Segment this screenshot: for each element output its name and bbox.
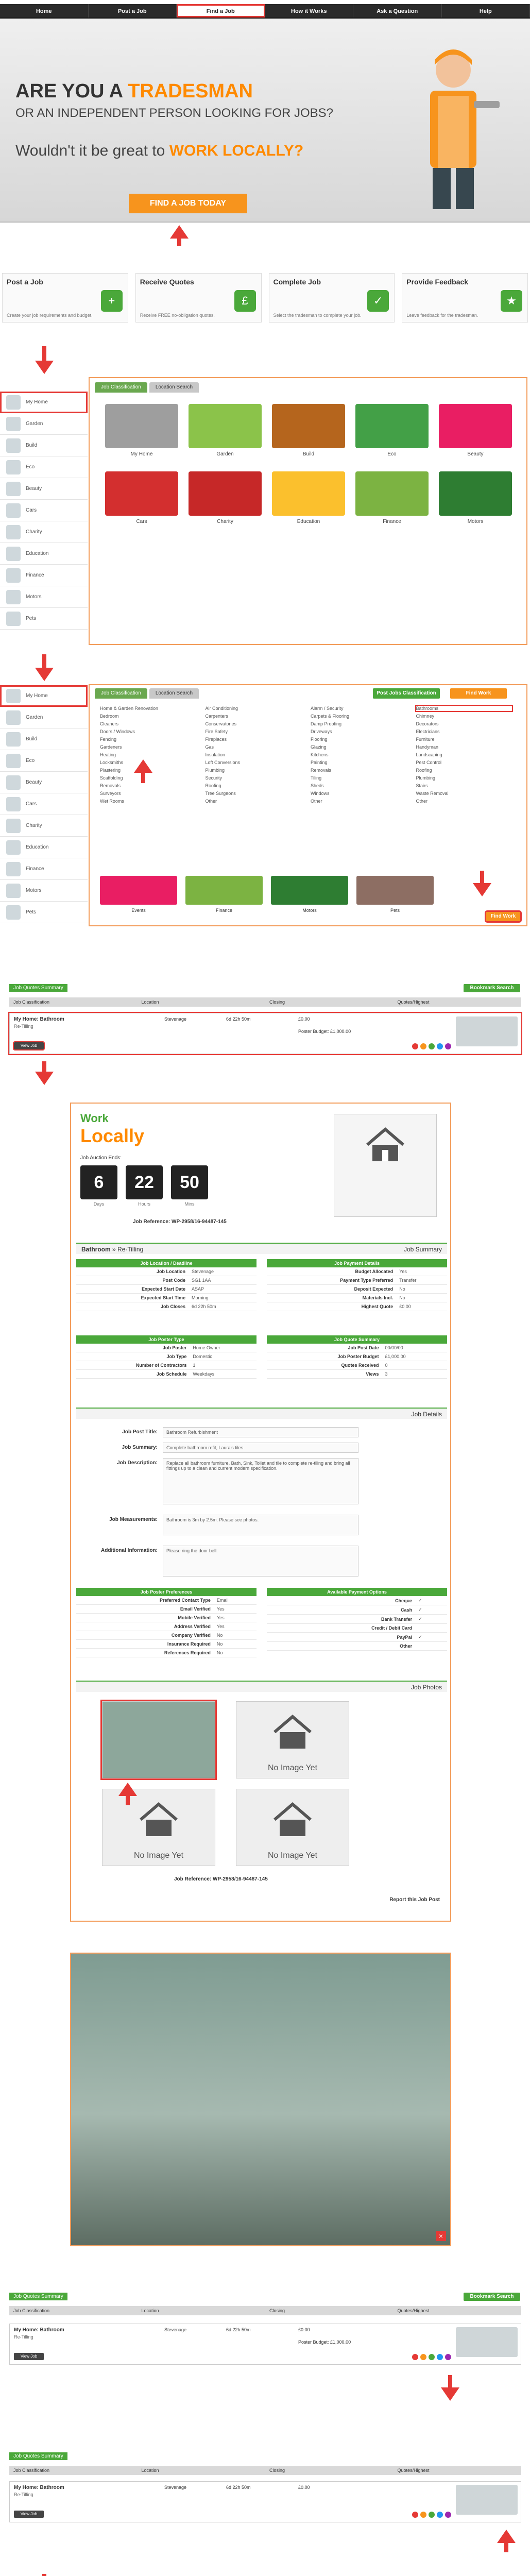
category-tile[interactable] bbox=[105, 471, 178, 524]
category-tile[interactable] bbox=[272, 404, 345, 457]
table-row: Job Poster Home Owner bbox=[76, 1344, 257, 1352]
category-list-item[interactable]: Waste Removal bbox=[416, 791, 449, 796]
find-work-submit-button[interactable]: Find Work bbox=[486, 912, 520, 921]
pointer-arrow bbox=[35, 668, 54, 681]
table-title: Job Payment Details bbox=[267, 1259, 447, 1267]
category-tile[interactable] bbox=[439, 471, 512, 524]
pointer-arrow-stem bbox=[126, 1795, 130, 1805]
motor-icon bbox=[6, 884, 21, 898]
table-row: Other bbox=[267, 1642, 447, 1651]
category-list-item[interactable]: Stairs bbox=[416, 783, 428, 788]
detail-field: Job Summary: Complete bathroom refit, Laura's tiles bbox=[163, 1443, 358, 1453]
step-provide-feedback[interactable]: Provide Feedback Leave feedback for the tradesman. ★ bbox=[402, 273, 528, 323]
category-grid-panel bbox=[89, 377, 527, 645]
post-jobs-classification-button[interactable]: Post Jobs Classification bbox=[373, 688, 440, 699]
how-it-works-steps bbox=[0, 273, 530, 323]
job-main-image bbox=[334, 1114, 437, 1217]
category-list-item[interactable]: Air Conditioning bbox=[205, 706, 238, 711]
motors-image bbox=[271, 876, 348, 905]
category-list-item[interactable]: Painting bbox=[311, 760, 328, 765]
motor-icon bbox=[6, 590, 21, 604]
detail-field: Job Measurements: Bathroom is 3m by 2.5m. Please see photos. bbox=[163, 1515, 358, 1535]
tab-job-classification[interactable]: Job Classification bbox=[95, 688, 147, 699]
table-row: Job Type Domestic bbox=[76, 1352, 257, 1361]
category-list-item[interactable]: Glazing bbox=[311, 744, 327, 750]
category-list-item[interactable]: Plumbing bbox=[416, 775, 436, 781]
house-icon bbox=[138, 1802, 179, 1838]
search-results-tag: Job Quotes Summary bbox=[9, 984, 67, 992]
table-row: Address Verified Yes bbox=[76, 1622, 257, 1631]
pointer-arrow bbox=[35, 361, 54, 374]
category-list-item[interactable]: Fencing bbox=[100, 737, 117, 742]
category-list-item[interactable]: Landscaping bbox=[416, 752, 442, 757]
detail-field: Job Description: Replace all bathroom furniture, Bath, Sink, Toilet and tile to complete re-tiling and bring all fittings up to a clean and current modern specification. bbox=[163, 1458, 358, 1504]
pointer-arrow-stem bbox=[42, 654, 46, 668]
table-row: Deposit Expected No bbox=[267, 1285, 447, 1294]
beauty-icon bbox=[6, 775, 21, 790]
charity-icon bbox=[6, 819, 21, 833]
category-motors[interactable]: Motors bbox=[0, 880, 88, 902]
table-title: Job Poster Type bbox=[76, 1335, 257, 1344]
job-action-icons bbox=[412, 2512, 451, 2518]
job-poster-table bbox=[76, 1335, 257, 1379]
finance-image bbox=[185, 876, 263, 905]
results-header: Job Classification Location Closing Quotes/Highest bbox=[9, 2466, 521, 2475]
education-icon bbox=[6, 840, 21, 855]
category-list-item[interactable]: Decorators bbox=[416, 721, 439, 726]
category-list-item[interactable]: Tree Surgeons bbox=[205, 791, 236, 796]
category-list-item[interactable]: Wet Rooms bbox=[100, 799, 124, 804]
find-work-button[interactable]: Find Work bbox=[450, 688, 507, 699]
job-photo-1[interactable] bbox=[102, 1701, 215, 1778]
category-list-item[interactable]: Roofing bbox=[205, 783, 221, 788]
nav-find-job[interactable]: Find a Job bbox=[177, 4, 265, 18]
job-summary-bar: Bathroom » Re-Tilling Job Summary bbox=[76, 1243, 447, 1254]
job-result-row[interactable]: My Home: Bathroom Re-Tilling Stevenage 6d 22h 50m £0.00 Poster Budget: £1,000.00 View Job bbox=[9, 2324, 521, 2365]
category-eco[interactable]: Eco bbox=[0, 456, 88, 478]
find-job-today-button[interactable]: FIND A JOB TODAY bbox=[129, 194, 247, 213]
job-photos-bar: Job Photos bbox=[76, 1681, 447, 1692]
category-finance[interactable]: Finance bbox=[0, 565, 88, 586]
category-image-strip bbox=[100, 876, 434, 905]
category-list-item[interactable]: Carpets & Flooring bbox=[311, 714, 350, 719]
category-list-item[interactable]: Furniture bbox=[416, 737, 435, 742]
nav-how-it-works[interactable]: How it Works bbox=[265, 4, 354, 18]
hero-tagline: Wouldn't it be great to WORK LOCALLY? bbox=[15, 142, 304, 159]
pointer-arrow-stem bbox=[448, 2375, 452, 2387]
job-photo-4[interactable]: No Image Yet bbox=[236, 1789, 349, 1866]
table-row: Quotes Received 0 bbox=[267, 1361, 447, 1370]
category-pets[interactable]: Pets bbox=[0, 902, 88, 923]
top-nav bbox=[0, 4, 530, 19]
category-list-item[interactable]: Insulation bbox=[205, 752, 226, 757]
category-garden[interactable]: Garden bbox=[0, 707, 88, 728]
flag-icon[interactable] bbox=[412, 2512, 418, 2518]
pet-icon bbox=[6, 905, 21, 920]
table-row: References Required No bbox=[76, 1649, 257, 1657]
category-finance[interactable]: Finance bbox=[0, 858, 88, 880]
table-row: Job Closes 6d 22h 50m bbox=[76, 1302, 257, 1311]
category-list-item[interactable]: Roofing bbox=[416, 768, 432, 773]
category-sidebar-list bbox=[0, 685, 88, 923]
table-row: Insurance Required No bbox=[76, 1640, 257, 1649]
category-tile-label: My Home bbox=[130, 451, 153, 457]
category-list-item[interactable]: Alarm / Security bbox=[311, 706, 344, 711]
nav-home[interactable]: Home bbox=[0, 4, 89, 18]
table-title: Job Poster Preferences bbox=[76, 1588, 257, 1596]
category-list-item[interactable]: Doors / Windows bbox=[100, 729, 135, 734]
report-job-link[interactable]: Report this Job Post bbox=[389, 1897, 440, 1903]
bookmark-icon[interactable] bbox=[420, 2354, 426, 2360]
category-list-item[interactable]: Surveyors bbox=[100, 791, 121, 796]
table-row: Company Verified No bbox=[76, 1631, 257, 1640]
nav-post-job[interactable]: Post a Job bbox=[89, 4, 177, 18]
beauty-icon bbox=[6, 482, 21, 496]
basket-icon[interactable] bbox=[429, 2512, 435, 2518]
basket-icon[interactable] bbox=[429, 2354, 435, 2360]
job-result-row[interactable]: My Home: Bathroom Re-Tilling Stevenage 6d 22h 50m £0.00 Poster Budget: £1,000.00 View Job bbox=[9, 1013, 521, 1054]
pointer-arrow bbox=[473, 883, 491, 896]
category-list-item[interactable]: Removals bbox=[100, 783, 121, 788]
check-icon: ✓ bbox=[367, 290, 389, 312]
enlarged-photo-panel bbox=[70, 1953, 451, 2246]
category-education[interactable]: Education bbox=[0, 543, 88, 565]
category-sidebar bbox=[0, 392, 88, 630]
garden-icon bbox=[6, 417, 21, 431]
table-row: Mobile Verified Yes bbox=[76, 1614, 257, 1622]
category-tile[interactable] bbox=[439, 404, 512, 457]
results-header: Job Classification Location Closing Quotes/Highest bbox=[9, 2306, 521, 2315]
table-row: Email Verified Yes bbox=[76, 1605, 257, 1614]
category-tile-image bbox=[355, 471, 429, 516]
category-my-home[interactable]: My Home bbox=[0, 685, 88, 707]
category-list-item[interactable]: Gas bbox=[205, 744, 214, 750]
table-row: Job Location Stevenage bbox=[76, 1267, 257, 1276]
category-pets[interactable]: Pets bbox=[0, 608, 88, 630]
search-results-tag: Job Quotes Summary bbox=[9, 2452, 67, 2460]
bathroom-photo bbox=[71, 1954, 450, 2245]
hero-headline: ARE YOU A TRADESMAN bbox=[15, 80, 253, 102]
bookmark-icon[interactable] bbox=[420, 1043, 426, 1049]
work-locally-logo: Work Locally bbox=[80, 1112, 145, 1146]
table-title: Job Location / Deadline bbox=[76, 1259, 257, 1267]
job-reference-bottom: Job Reference: WP-2958/16-94487-145 bbox=[174, 1876, 268, 1882]
category-list-panel bbox=[89, 684, 527, 926]
list-tabs bbox=[95, 688, 199, 699]
category-tile[interactable] bbox=[105, 404, 178, 457]
category-list-item[interactable]: Tiling bbox=[311, 775, 322, 781]
car-icon bbox=[6, 503, 21, 518]
category-list-item[interactable]: Security bbox=[205, 775, 223, 781]
table-row: Number of Contractors 1 bbox=[76, 1361, 257, 1370]
detail-field: Additional Information: Please ring the door bell. bbox=[163, 1546, 358, 1577]
category-tile-label: Build bbox=[302, 451, 315, 457]
map-icon[interactable] bbox=[445, 1043, 451, 1049]
table-row: Budget Allocated Yes bbox=[267, 1267, 447, 1276]
car-icon bbox=[6, 797, 21, 811]
job-quotes-table bbox=[267, 1335, 447, 1379]
bookmark-search-button[interactable]: Bookmark Search bbox=[464, 2293, 520, 2301]
category-tile-image bbox=[355, 404, 429, 448]
category-list-item[interactable]: Driveways bbox=[311, 729, 332, 734]
pointer-arrow bbox=[441, 2387, 459, 2401]
pointer-arrow bbox=[497, 2530, 516, 2543]
category-tile-label: Finance bbox=[383, 519, 401, 524]
share-icon[interactable] bbox=[437, 1043, 443, 1049]
category-tile[interactable] bbox=[189, 471, 262, 524]
tradesman-illustration bbox=[402, 39, 505, 214]
category-list-item[interactable]: Loft Conversions bbox=[205, 760, 241, 765]
build-icon bbox=[6, 732, 21, 747]
category-build[interactable]: Build bbox=[0, 435, 88, 456]
table-row: Job Schedule Weekdays bbox=[76, 1370, 257, 1379]
nav-help[interactable]: Help bbox=[442, 4, 530, 18]
category-my-home[interactable]: My Home bbox=[0, 392, 88, 413]
category-cars[interactable]: Cars bbox=[0, 500, 88, 521]
category-tile-label: Motors bbox=[467, 519, 484, 524]
category-tile-label: Eco bbox=[387, 451, 397, 457]
step-receive-quotes[interactable]: Receive Quotes Receive FREE no-obligation quotes. £ bbox=[135, 273, 262, 323]
category-tile-label: Cars bbox=[136, 519, 147, 524]
category-tile-label: Beauty bbox=[467, 451, 484, 457]
nav-ask-question[interactable]: Ask a Question bbox=[353, 4, 442, 18]
pets-image bbox=[356, 876, 434, 905]
category-tabs bbox=[95, 382, 199, 393]
category-beauty[interactable]: Beauty bbox=[0, 772, 88, 793]
pointer-arrow-stem bbox=[177, 238, 181, 246]
pointer-arrow-stem bbox=[42, 1061, 46, 1072]
house-icon bbox=[272, 1714, 313, 1750]
home-icon bbox=[6, 689, 21, 703]
category-list-item[interactable]: Removals bbox=[311, 768, 332, 773]
image-strip-labels: Events Finance Motors Pets bbox=[131, 908, 400, 913]
table-row: Expected Start Time Morning bbox=[76, 1294, 257, 1302]
category-list bbox=[100, 706, 512, 804]
pointer-arrow bbox=[35, 1072, 54, 1085]
table-title: Available Payment Options bbox=[267, 1588, 447, 1596]
eco-icon bbox=[6, 754, 21, 768]
category-list-item[interactable]: Conservatories bbox=[205, 721, 237, 726]
table-row: PayPal ✓ bbox=[267, 1633, 447, 1642]
charity-icon bbox=[6, 525, 21, 539]
house-icon bbox=[272, 1802, 313, 1838]
category-list-item[interactable]: Plumbing bbox=[205, 768, 225, 773]
category-list-item[interactable]: Kitchens bbox=[311, 752, 329, 757]
countdown: 6 22 50 bbox=[80, 1165, 208, 1199]
category-list-item[interactable]: Windows bbox=[311, 791, 330, 796]
category-list-item[interactable]: Other bbox=[205, 799, 217, 804]
job-thumbnail bbox=[456, 2485, 518, 2515]
job-result-row[interactable]: My Home: Bathroom Re-Tilling Stevenage 6d 22h 50m £0.00 View Job bbox=[9, 2481, 521, 2522]
category-cars[interactable]: Cars bbox=[0, 793, 88, 815]
map-icon[interactable] bbox=[445, 2512, 451, 2518]
category-list-item[interactable]: Flooring bbox=[311, 737, 328, 742]
category-tile[interactable] bbox=[272, 471, 345, 524]
pointer-arrow-stem bbox=[480, 871, 484, 883]
pointer-arrow-stem bbox=[42, 2574, 46, 2576]
category-tile-image bbox=[439, 471, 512, 516]
job-action-icons bbox=[412, 2354, 451, 2360]
category-list-item[interactable]: Cleaners bbox=[100, 721, 119, 726]
education-icon bbox=[6, 547, 21, 561]
star-icon: ★ bbox=[501, 290, 522, 312]
job-payment-table bbox=[267, 1259, 447, 1311]
category-tile-image bbox=[272, 471, 345, 516]
category-tile[interactable] bbox=[189, 404, 262, 457]
category-beauty[interactable]: Beauty bbox=[0, 478, 88, 500]
finance-icon bbox=[6, 568, 21, 583]
category-list-item[interactable]: Bedroom bbox=[100, 714, 119, 719]
category-eco[interactable]: Eco bbox=[0, 750, 88, 772]
category-tile[interactable] bbox=[355, 404, 429, 457]
table-row: Post Code SG1 1AA bbox=[76, 1276, 257, 1285]
category-tile-grid bbox=[105, 404, 512, 524]
share-icon[interactable] bbox=[437, 2354, 443, 2360]
view-job-button[interactable]: View Job bbox=[14, 2511, 44, 2518]
category-charity[interactable]: Charity bbox=[0, 521, 88, 543]
table-row: Views 3 bbox=[267, 1370, 447, 1379]
hero-banner bbox=[0, 19, 530, 223]
step-complete-job[interactable]: Complete Job Select the tradesman to complete your job. ✓ bbox=[269, 273, 395, 323]
category-education[interactable]: Education bbox=[0, 837, 88, 858]
category-tile-image bbox=[189, 471, 262, 516]
category-list-item[interactable]: Plastering bbox=[100, 768, 121, 773]
category-list-item[interactable]: Fireplaces bbox=[205, 737, 227, 742]
category-list-item[interactable]: Electricians bbox=[416, 729, 440, 734]
step-post-job[interactable]: Post a Job Create your job requirements and budget. + bbox=[2, 273, 128, 323]
category-tile-image bbox=[272, 404, 345, 448]
job-thumbnail bbox=[456, 1016, 518, 1046]
table-title: Job Quote Summary bbox=[267, 1335, 447, 1344]
detail-field: Job Post Title: Bathroom Refurbishment bbox=[163, 1427, 358, 1437]
category-motors[interactable]: Motors bbox=[0, 586, 88, 608]
category-list-item[interactable]: Carpenters bbox=[205, 714, 229, 719]
pound-icon: £ bbox=[234, 290, 256, 312]
auction-label: Job Auction Ends: bbox=[80, 1155, 122, 1161]
bookmark-search-button[interactable]: Bookmark Search bbox=[464, 984, 520, 992]
finance-icon bbox=[6, 862, 21, 876]
category-list-item[interactable]: Handyman bbox=[416, 744, 439, 750]
table-row: Expected Start Date ASAP bbox=[76, 1285, 257, 1294]
job-reference: Job Reference: WP-2958/16-94487-145 bbox=[133, 1219, 227, 1225]
category-list-item[interactable]: Sheds bbox=[311, 783, 324, 788]
table-row: Credit / Debit Card bbox=[267, 1624, 447, 1633]
view-job-button[interactable]: View Job bbox=[14, 2353, 44, 2360]
category-list-item[interactable]: Pest Control bbox=[416, 760, 442, 765]
pointer-arrow-stem bbox=[42, 346, 46, 361]
view-job-button[interactable]: View Job bbox=[14, 1042, 44, 1049]
category-list-item[interactable]: Other bbox=[416, 799, 428, 804]
hero-subheadline: OR AN INDEPENDENT PERSON LOOKING FOR JOBS? bbox=[15, 106, 334, 120]
tab-location-search[interactable]: Location Search bbox=[149, 382, 199, 393]
tab-location-search[interactable]: Location Search bbox=[149, 688, 199, 699]
home-icon bbox=[6, 395, 21, 410]
table-row: Cheque ✓ bbox=[267, 1596, 447, 1605]
category-list-item[interactable]: Damp Proofing bbox=[311, 721, 342, 726]
table-row: Preferred Contact Type Email bbox=[76, 1596, 257, 1605]
pointer-arrow bbox=[134, 759, 152, 773]
plus-icon: + bbox=[101, 290, 123, 312]
category-tile-label: Education bbox=[297, 519, 320, 524]
job-location-table bbox=[76, 1259, 257, 1311]
table-row: Highest Quote £0.00 bbox=[267, 1302, 447, 1311]
table-row: Job Post Date 00/00/00 bbox=[267, 1344, 447, 1352]
category-build[interactable]: Build bbox=[0, 728, 88, 750]
job-details-bar: Job Details bbox=[76, 1408, 447, 1419]
category-tile-image bbox=[189, 404, 262, 448]
table-row: Materials Incl. No bbox=[267, 1294, 447, 1302]
pet-icon bbox=[6, 612, 21, 626]
category-list-item[interactable]: Heating bbox=[100, 752, 116, 757]
category-tile-label: Garden bbox=[216, 451, 234, 457]
countdown-labels: Days Hours Mins bbox=[93, 1201, 195, 1207]
pointer-arrow-stem bbox=[141, 772, 145, 783]
results-header: Job Classification Location Closing Quotes/Highest bbox=[9, 997, 521, 1007]
category-garden[interactable]: Garden bbox=[0, 413, 88, 435]
category-list-item[interactable]: Home & Garden Renovation bbox=[100, 706, 159, 711]
category-tile[interactable] bbox=[355, 471, 429, 524]
category-tile-image bbox=[439, 404, 512, 448]
category-tile-image bbox=[105, 404, 178, 448]
bookmark-icon[interactable] bbox=[420, 2512, 426, 2518]
search-results-tag: Job Quotes Summary bbox=[9, 2293, 67, 2300]
category-list-item[interactable]: Locksmiths bbox=[100, 760, 124, 765]
table-row: Payment Type Preferred Transfer bbox=[267, 1276, 447, 1285]
flag-icon[interactable] bbox=[412, 2354, 418, 2360]
category-list-item[interactable]: Fire Safety bbox=[205, 729, 228, 734]
category-tile-label: Charity bbox=[217, 519, 233, 524]
map-icon[interactable] bbox=[445, 2354, 451, 2360]
job-action-icons bbox=[412, 1043, 451, 1049]
category-list-item[interactable]: Chimney bbox=[416, 714, 435, 719]
job-photo-3[interactable]: No Image Yet bbox=[102, 1789, 215, 1866]
category-list-item[interactable]: Gardeners bbox=[100, 744, 122, 750]
table-row: Job Poster Budget £1,000.00 bbox=[267, 1352, 447, 1361]
job-poster-preferences-table bbox=[76, 1588, 257, 1657]
basket-icon[interactable] bbox=[429, 1043, 435, 1049]
table-row: Bank Transfer ✓ bbox=[267, 1615, 447, 1624]
pointer-arrow-stem bbox=[504, 2542, 508, 2552]
category-charity[interactable]: Charity bbox=[0, 815, 88, 837]
pointer-arrow bbox=[170, 225, 189, 239]
pointer-arrow bbox=[118, 1783, 137, 1796]
category-list-item[interactable]: Other bbox=[311, 799, 322, 804]
tab-job-classification[interactable]: Job Classification bbox=[95, 382, 147, 393]
eco-icon bbox=[6, 460, 21, 474]
job-thumbnail bbox=[456, 2327, 518, 2357]
events-image bbox=[100, 876, 177, 905]
build-icon bbox=[6, 438, 21, 453]
table-row: Cash ✓ bbox=[267, 1605, 447, 1615]
share-icon[interactable] bbox=[437, 2512, 443, 2518]
job-photo-2[interactable]: No Image Yet bbox=[236, 1701, 349, 1778]
garden-icon bbox=[6, 710, 21, 725]
flag-icon[interactable] bbox=[412, 1043, 418, 1049]
category-list-item[interactable]: Bathrooms bbox=[416, 706, 512, 711]
category-tile-image bbox=[105, 471, 178, 516]
payment-options-table bbox=[267, 1588, 447, 1651]
close-icon[interactable]: × bbox=[436, 2231, 446, 2241]
house-icon bbox=[365, 1127, 406, 1163]
category-list-item[interactable]: Scaffolding bbox=[100, 775, 123, 781]
